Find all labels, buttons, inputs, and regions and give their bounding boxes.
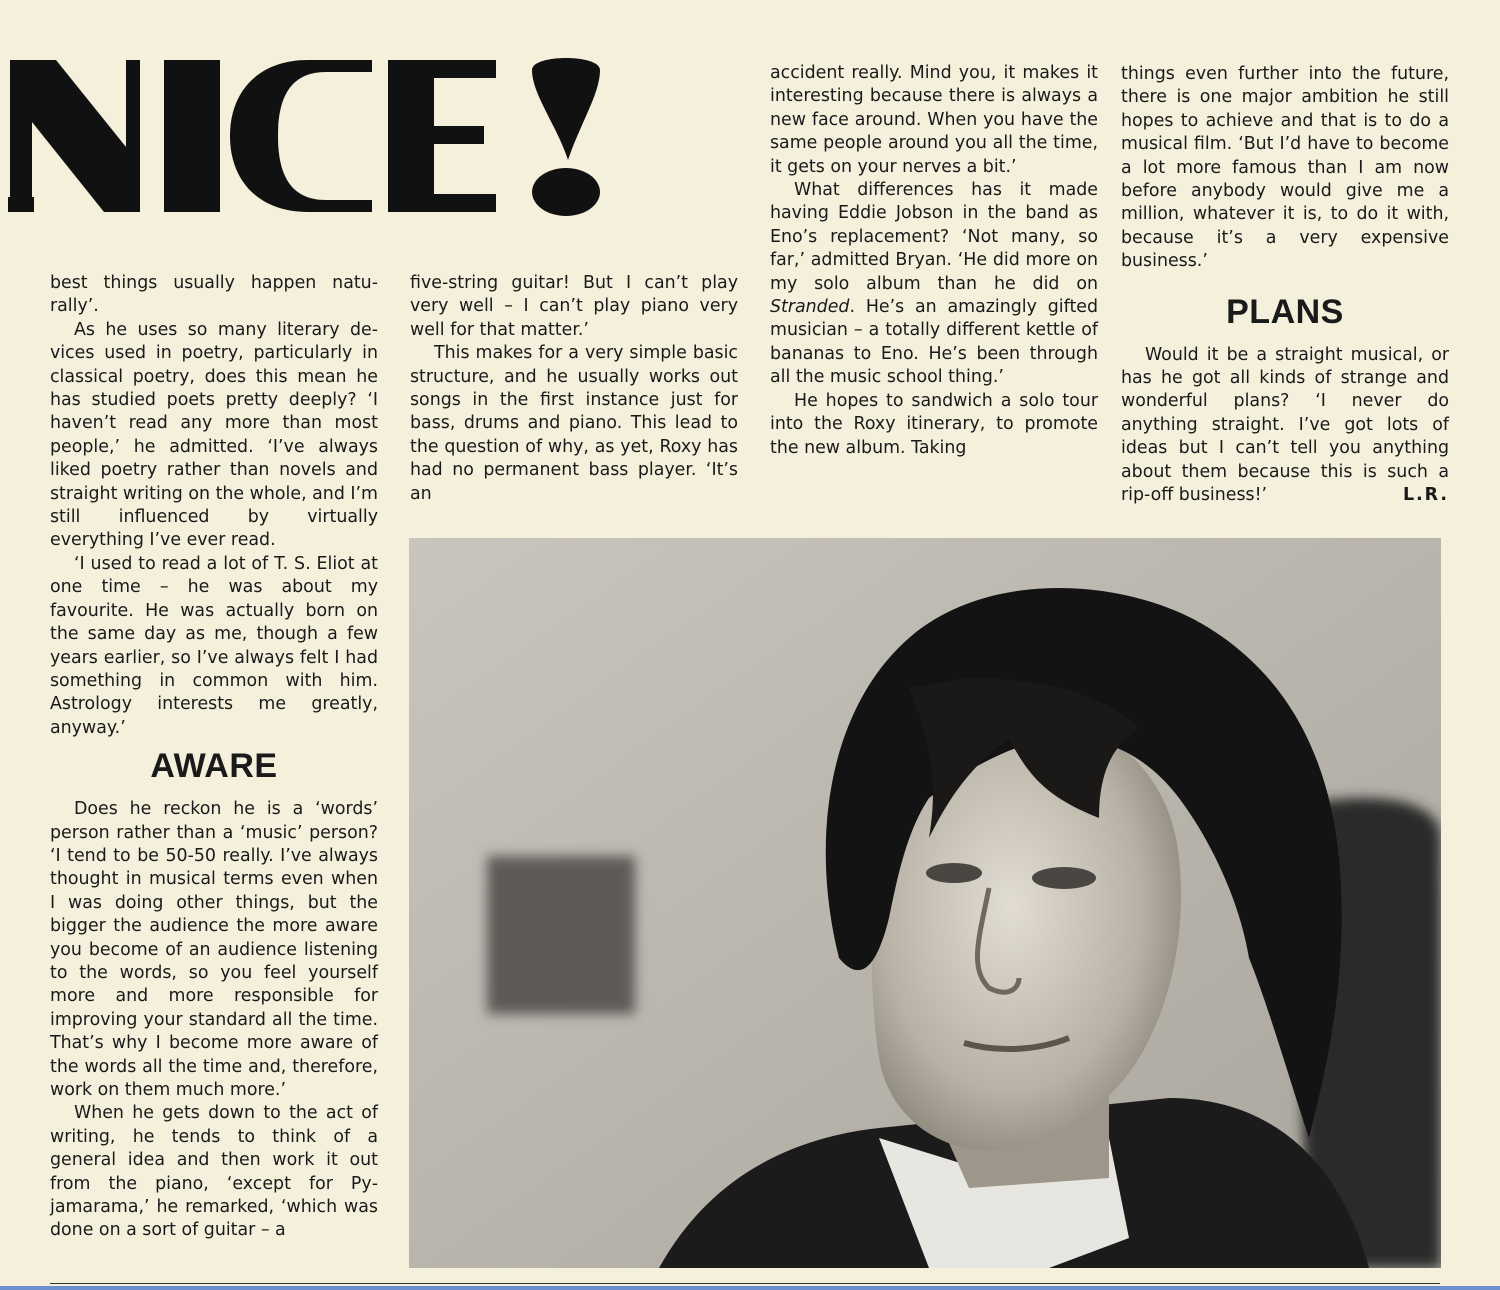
subheading-aware: AWARE <box>150 747 278 786</box>
portrait-photo <box>409 538 1441 1268</box>
paragraph: five-string guitar! But I can’t play very well – I can’t play piano very well for that matter.’ <box>410 273 738 340</box>
paragraph <box>770 179 1098 390</box>
album-title: Stranded <box>770 297 850 318</box>
subheading-plans: PLANS <box>1226 292 1344 331</box>
paragraph: best things usually happen naturally’. <box>50 273 378 317</box>
paragraph: This makes for a very simple basic structure, and he usually works out songs in the first instance just for bass, drums and piano. This lead to the question of why, as yet, Roxy has had no permanent bass player. ‘It’s an <box>410 343 738 504</box>
masthead-lettering <box>8 52 608 222</box>
paragraph: As he uses so many literary devices used in poetry, particularly in classical poetry, does this mean he has studied poets pretty deeply? ‘I haven’t read any more than most people,’ he admitted. ‘I’ve always liked poetry rather than novels and straight writing on the whole, and I’m still influenced by virtually everything I’ve ever read. <box>50 319 378 551</box>
paragraph: When he gets down to the act of writing, he tends to think of a general idea and then work it out from the piano, ‘except for Pyjamarama,’ he remarked, ‘which was done on a sort of guitar – a <box>50 1103 378 1241</box>
page-bottom-edge <box>0 1286 1500 1290</box>
paragraph: He hopes to sandwich a solo tour into the Roxy itinerary, to promote the new album. Taking <box>770 390 1098 458</box>
paragraph: things even further into the future, there is one major ambition he still hopes to achieve and that is to do a musical film. ‘But I’d have to become a lot more famous than I am now before anybody would give me a million, whatever it is, to do it with, because it’s a very expensive business.’ <box>1121 64 1449 272</box>
paragraph <box>1121 344 1449 508</box>
article-column-3 <box>770 62 1098 460</box>
paragraph-text: . He’s an amazingly gifted musician – a totally different kettle of bananas to Eno. He’s been through all the music school thing.’ <box>770 297 1098 388</box>
masthead-title <box>8 52 608 222</box>
paragraph: accident really. Mind you, it makes it interesting because there is always a new face around. When you have the same people around you all the time, it gets on your nerves a bit.’ <box>770 63 1098 177</box>
bottom-rule <box>50 1283 1440 1284</box>
paragraph-text: What differences has it made having Eddie Jobson in the band as Eno’s replacement? ‘Not many, so far,’ admitted Bryan. ‘He did more on my solo album than he did on <box>770 180 1098 294</box>
article-column-1 <box>50 272 378 1243</box>
author-signature: L.R. <box>1402 485 1449 506</box>
paragraph-text: Would it be a straight musical, or has he got all kinds of strange and wonderful plans? ‘I never do anything straight. I’ve got lots of ideas but I can’t tell you anything about them because this is such a rip-off business!’ <box>1121 344 1449 506</box>
paragraph: Does he reckon he is a ‘words’ person rather than a ‘music’ person? ‘I tend to be 50-50 really. I’ve always thought in musical terms even when I was doing other things, but the bigger the audience the more aware you become of an audience listening to the words, so you feel yourself more and more responsible for improving your standard all the time. That’s why I become more aware of the words all the time and, therefore, work on them much more.’ <box>50 799 378 1100</box>
article-column-2 <box>410 272 738 506</box>
paragraph: ‘I used to read a lot of T. S. Eliot at one time – he was about my favourite. He was actually born on the same day as me, though a few years earlier, so I’ve always felt I had something in common with him. Astrology interests me greatly, anyway.’ <box>50 553 378 738</box>
article-column-4 <box>1121 63 1449 508</box>
portrait-image <box>409 538 1441 1268</box>
